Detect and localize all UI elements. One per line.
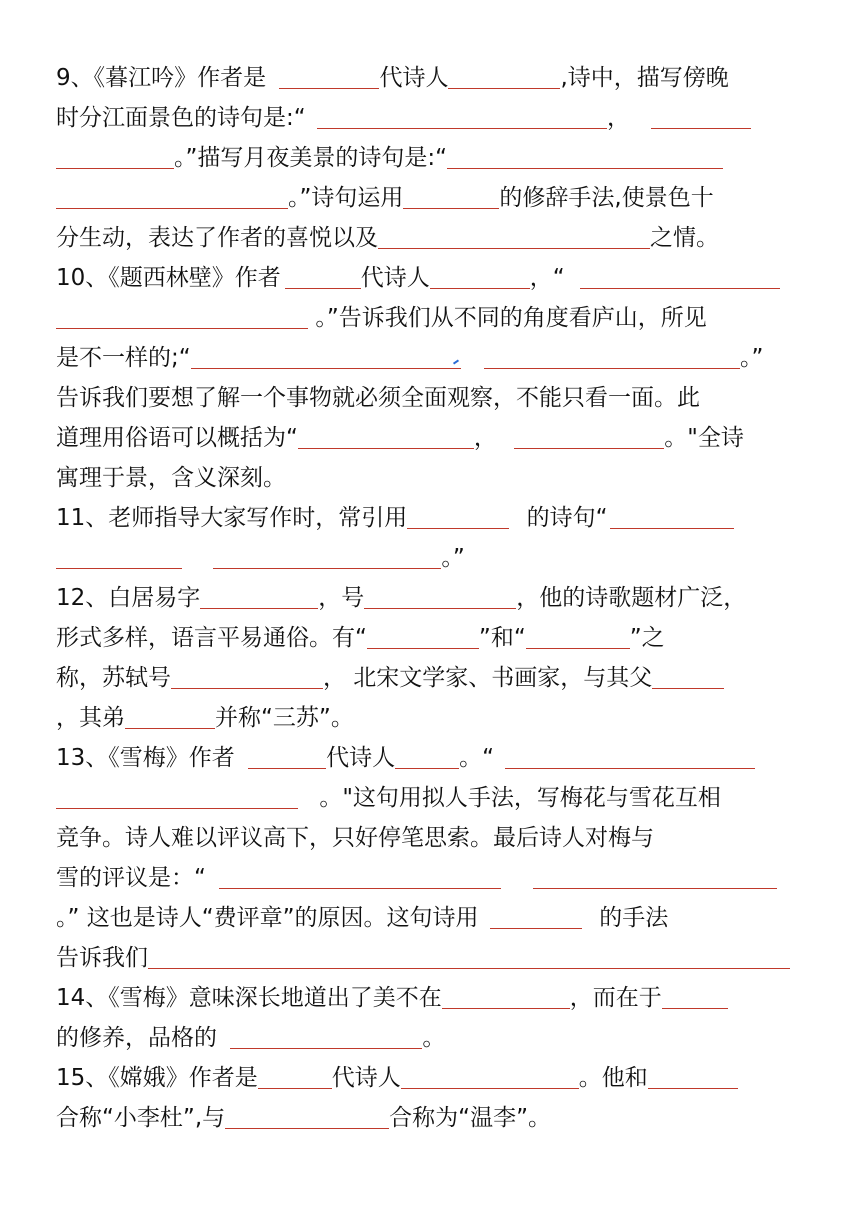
answer-blank[interactable] [285,260,361,289]
answer-blank[interactable] [648,1060,738,1089]
answer-blank[interactable] [651,100,751,129]
q10-text: 寓理于景，含义深刻。 [56,465,286,491]
answer-blank[interactable] [364,580,516,609]
answer-blank[interactable] [378,220,650,249]
answer-blank[interactable] [279,60,379,89]
answer-blank[interactable] [213,540,441,569]
answer-blank[interactable] [298,420,474,449]
q10-text: ，“ [529,265,565,291]
q14-text: 的修养，品格的 [56,1025,217,1051]
q12-text: 称，苏轼号 [56,665,171,691]
answer-blank[interactable] [580,260,780,289]
q13-text: 竞争。诗人难以评议高下，只好停笔思索。最后诗人对梅与 [56,825,654,851]
q14-text: 14、《雪梅》意味深长地道出了美不在 [56,985,442,1011]
q9-line-3 [56,138,808,178]
q11-text: 11、老师指导大家写作时，常引用 [56,505,408,531]
q9-line-1 [56,58,808,98]
q12-text: ”之 [629,625,665,651]
answer-blank[interactable] [484,340,740,369]
answer-blank[interactable] [407,500,509,529]
answer-blank[interactable] [56,540,182,569]
q9-text: ,诗中，描写傍晚 [560,65,729,91]
q12-line-3 [56,658,808,698]
q10-text: 10、《题西林壁》作者 [56,265,281,291]
q9-text: ， [606,105,630,131]
question-11 [56,498,808,578]
q12-text: 并称“三苏”。 [215,705,354,731]
q10-line-2 [56,298,808,338]
q9-line-5 [56,218,808,258]
worksheet [56,58,808,1138]
q14-line-2 [56,1018,808,1058]
answer-blank[interactable] [56,140,174,169]
answer-blank[interactable] [448,60,560,89]
question-9 [56,58,808,258]
q9-text: 时分江面景色的诗句是:“ [56,105,306,131]
answer-blank[interactable] [430,260,530,289]
q9-text: 。”诗句运用 [288,185,404,211]
answer-blank[interactable] [248,740,326,769]
question-14 [56,978,808,1058]
answer-blank[interactable] [447,140,723,169]
q15-text: 合称“小李杜”,与 [56,1105,226,1131]
q10-text: 告诉我们要想了解一个事物就必须全面观察，不能只看一面。此 [56,385,700,411]
answer-blank[interactable] [148,940,790,969]
q9-line-2 [56,98,808,138]
q14-text: 。 [422,1025,446,1051]
q12-text: 形式多样，语言平易通俗。有“ [56,625,367,651]
question-10 [56,258,808,498]
q14-text: ，而在于 [569,985,662,1011]
answer-blank[interactable] [395,740,459,769]
answer-blank[interactable] [191,340,461,369]
q14-line-1 [56,978,808,1018]
answer-blank[interactable] [125,700,215,729]
q10-line-5 [56,418,808,458]
q12-text: ，其弟 [56,705,125,731]
q13-text: 13、《雪梅》作者 [56,745,235,771]
answer-blank[interactable] [401,1060,579,1089]
question-12 [56,578,808,738]
q10-text: 代诗人 [360,265,430,291]
q13-text: 的手法 [599,905,669,931]
q9-text: 。”描写月夜美景的诗句是:“ [174,145,448,171]
q11-line-1 [56,498,808,538]
answer-blank[interactable] [200,580,318,609]
q12-text: ，他的诗歌题材广泛， [516,585,747,611]
answer-blank[interactable] [505,740,755,769]
q10-text: 。”告诉我们从不同的角度看庐山，所见 [315,305,707,331]
q10-line-4 [56,378,808,418]
q9-line-4 [56,178,808,218]
answer-blank[interactable] [526,620,630,649]
q9-text: 分生动，表达了作者的喜悦以及 [56,225,378,251]
q13-text: 。"这句用拟人手法，写梅花与雪花互相 [319,785,721,811]
answer-blank[interactable] [442,980,570,1009]
answer-blank[interactable] [403,180,499,209]
q10-text: 是不一样的;“ [56,345,191,371]
q13-line-6 [56,938,808,978]
q15-line-2 [56,1098,808,1138]
q12-text: ”和“ [478,625,526,651]
q9-text: 9、《暮江吟》作者是 [56,65,267,91]
answer-blank[interactable] [317,100,607,129]
q15-text: 代诗人 [331,1065,401,1091]
q10-text: ， [473,425,497,451]
answer-blank[interactable] [219,860,501,889]
q11-text: 的诗句“ [526,505,608,531]
answer-blank[interactable] [56,780,298,809]
q13-text: 。“ [459,745,495,771]
q13-line-3 [56,818,808,858]
answer-blank[interactable] [56,300,308,329]
answer-blank[interactable] [171,660,323,689]
q15-line-1 [56,1058,808,1098]
q10-text: 。” [739,345,764,371]
q13-line-5 [56,898,808,938]
answer-blank[interactable] [490,900,582,929]
q15-text: 15、《嫦娥》作者是 [56,1065,258,1091]
q15-text: 。他和 [578,1065,648,1091]
answer-blank[interactable] [225,1100,389,1129]
q10-text: 。"全诗 [664,425,744,451]
q12-text: 12、白居易字 [56,585,201,611]
q15-text: 合称为“温李”。 [389,1105,551,1131]
q11-text: 。” [441,545,465,571]
q13-line-4 [56,858,808,898]
q9-text: 代诗人 [379,65,449,91]
q9-text: 之情。 [650,225,719,251]
question-15 [56,1058,808,1138]
q12-line-2 [56,618,808,658]
q13-line-1 [56,738,808,778]
answer-blank[interactable] [652,660,724,689]
q13-line-2 [56,778,808,818]
q10-text: 道理用俗语可以概括为“ [56,425,298,451]
answer-blank[interactable] [367,620,479,649]
answer-blank[interactable] [514,420,664,449]
q9-text: 的修辞手法,使景色十 [499,185,714,211]
q10-line-3 [56,338,808,378]
q12-line-1 [56,578,808,618]
answer-blank[interactable] [258,1060,332,1089]
q11-line-2 [56,538,808,578]
answer-blank[interactable] [662,980,728,1009]
answer-blank[interactable] [533,860,777,889]
answer-blank[interactable] [56,180,288,209]
q13-text: 代诗人 [326,745,396,771]
q10-line-1 [56,258,808,298]
q13-text: 告诉我们 [56,945,148,971]
q12-text: ，号 [318,585,365,611]
q12-text: ， 北宋文学家、书画家，与其父 [323,665,653,691]
q13-text: 雪的评议是：“ [56,865,206,891]
q10-line-6 [56,458,808,498]
answer-blank[interactable] [230,1020,422,1049]
answer-blank[interactable] [610,500,734,529]
q13-text: 。” 这也是诗人“费评章”的原因。这句诗用 [56,905,479,931]
question-13 [56,738,808,978]
q12-line-4 [56,698,808,738]
